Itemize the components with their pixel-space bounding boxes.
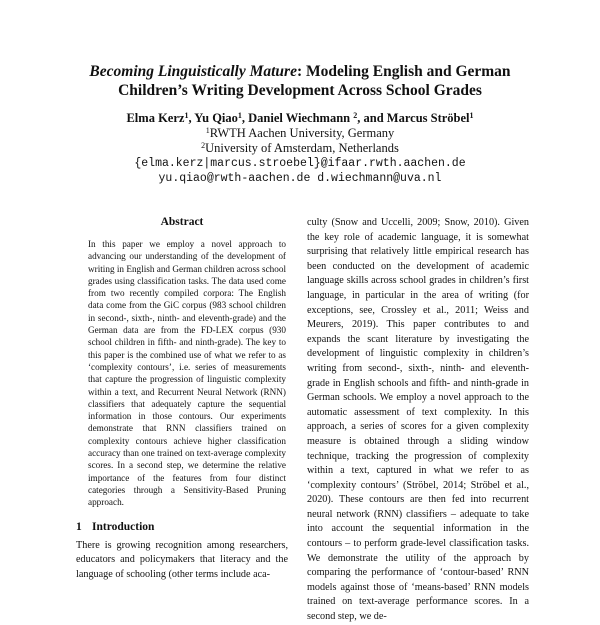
author-1-affil: 1 <box>184 111 189 120</box>
abstract-text: In this paper we employ a novel approach to advancing our understanding of the development of writing in English and German children across school grades using classification tasks. The data used come from two recently compiled corpora: The English data come from the GiC corpus (983 school children in second-, sixth-, ninth- and eleventh-grade) and the German data are from the FD-LEX corpus (930 school children in fifth- and ninth-grade). The key to this paper is the combined use of what we refer to as ‘complexity contours’, i.e. series of measurements that capture the progression of linguistic complexity within a text, and Recurrent Neural Network (RNN) classifiers that adequately capture the sequential information in those contours. Our experiments demonstrate that RNN classifiers trained on complexity contours achieve higher classification accuracy than one trained on text-average complexity scores. In a second step, we determine the relative importance of the features from four distinct categories through a Sensitivity-Based Pruning approach. <box>88 239 286 508</box>
paper-title <box>60 62 540 100</box>
author-2: Yu Qiao <box>194 111 238 125</box>
title-italic-part: Becoming Linguistically Mature <box>89 63 297 80</box>
author-3-affil: 2 <box>353 111 358 120</box>
author-3: Daniel Wiechmann <box>248 111 354 125</box>
author-2-affil: 1 <box>237 111 242 120</box>
introduction-heading <box>76 521 288 533</box>
author-1: Elma Kerz <box>126 111 185 125</box>
author-4-affil: 1 <box>469 111 474 120</box>
affiliation-1 <box>60 126 540 141</box>
right-column-text: culty (Snow and Uccelli, 2009; Snow, 2010). Given the key role of academic language, it is somewhat surprising that relatively little empirical research has been conducted on the development of academic language skills across school grades in children’s first language, in particular in the area of writing (for exceptions, see, Crossley et al., 2011; Weiss and Meurers, 2019). This paper contributes to and expands the scant literature by investigating the development of linguistic complexity in children’s writing from second-, sixth-, ninth- and eleventh-grade in English schools and fifth- and ninth-grade in German schools. We employ a novel approach to the automatic assessment of text complexity. In this approach, a series of scores for a given complexity measure is obtained through a sliding window technique, tracking the progression of complexity within a text, captured in what we refer to as ‘complexity contours’ (Ströbel, 2014; Ströbel et al., 2020). These contours are then fed into recurrent neural network (RNN) classifiers – adequate to take into account the sequential information in the contours – to perform grade-level classification tasks. We demonstrate the utility of the approach by comparing the performance of ‘contour-based’ RNN models against those of ‘means-based’ RNN models trained on text-average performance scores. In a second step, we de- <box>307 217 529 623</box>
email-line-2: yu.qiao@rwth-aachen.de d.wiechmann@uva.nl <box>158 172 442 185</box>
affiliation-2-mark: 2 <box>201 141 206 150</box>
author-sep: , <box>241 111 249 125</box>
author-sep: , and <box>357 111 387 125</box>
author-sep: , <box>188 111 195 125</box>
affiliation-2-text: University of Amsterdam, Netherlands <box>205 141 399 155</box>
title-part-2: Children’s Writing Development Across School Grades <box>118 82 482 99</box>
affiliation-1-mark: 1 <box>205 126 210 135</box>
title-part-1: : Modeling English and German <box>296 63 511 80</box>
right-column <box>307 216 529 625</box>
section-number: 1 <box>76 520 82 533</box>
affiliation-2 <box>60 141 540 156</box>
section-title: Introduction <box>92 520 155 533</box>
email-line-1: {elma.kerz|marcus.stroebel}@ifaar.rwth.aachen.de <box>134 157 466 170</box>
affiliation-1-text: RWTH Aachen University, Germany <box>209 126 395 140</box>
introduction-text: There is growing recognition among researchers, educators and policymakers that literacy and the language of schooling (other terms include aca- <box>76 539 288 580</box>
abstract-heading: Abstract <box>160 216 204 228</box>
author-block <box>60 111 540 186</box>
left-column <box>76 216 288 582</box>
author-names <box>60 111 540 126</box>
author-4: Marcus Ströbel <box>386 111 470 125</box>
